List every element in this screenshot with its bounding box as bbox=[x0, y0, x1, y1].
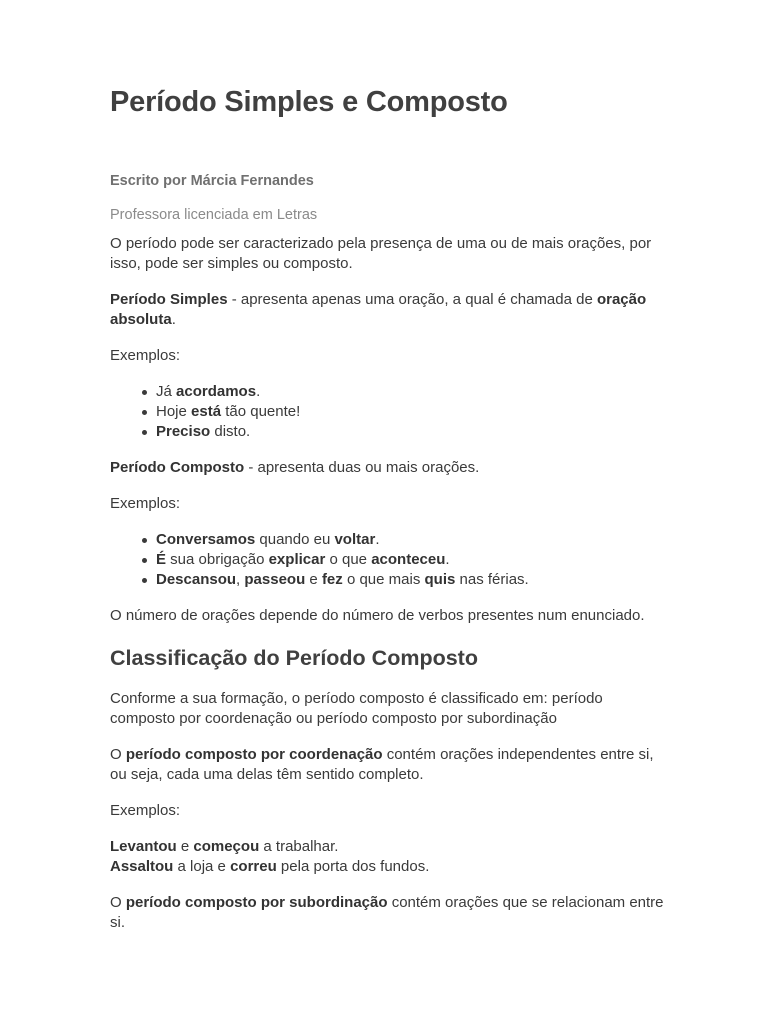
example-list bbox=[110, 382, 670, 442]
text-run: a loja e bbox=[173, 858, 231, 875]
text-run: Conforme a sua formação, o período composto é classificado em: período composto por coordenação ou período composto por subordinação bbox=[110, 690, 603, 727]
text-run: contém orações que se relacionam entre si. bbox=[110, 894, 664, 931]
text-run: e bbox=[176, 838, 194, 855]
text-run: pela porta dos fundos. bbox=[276, 858, 430, 875]
bold-text: Descansou bbox=[156, 571, 237, 588]
bold-text: oração absoluta bbox=[110, 291, 647, 328]
bullet-icon bbox=[142, 390, 147, 395]
text-run: - apresenta apenas uma oração, a qual é chamada de bbox=[227, 291, 597, 308]
list-item bbox=[156, 422, 670, 442]
text-run: a trabalhar. bbox=[259, 838, 339, 855]
paragraph-line bbox=[110, 458, 670, 478]
bold-text: correu bbox=[230, 858, 277, 875]
section-heading: Classificação do Período Composto bbox=[110, 646, 478, 670]
text-run: O bbox=[110, 746, 126, 763]
bold-text: É bbox=[156, 551, 167, 568]
text-run: disto. bbox=[210, 423, 251, 440]
text-run: , bbox=[236, 571, 245, 588]
text-run: . bbox=[171, 311, 176, 328]
bold-text: passeou bbox=[244, 571, 306, 588]
text-run: Exemplos: bbox=[110, 495, 181, 512]
paragraph-line bbox=[110, 346, 670, 366]
text-run: nas férias. bbox=[455, 571, 529, 588]
bullet-icon bbox=[142, 578, 147, 583]
paragraph-line bbox=[110, 606, 670, 626]
bold-text: aconteceu bbox=[371, 551, 446, 568]
text-run: e bbox=[305, 571, 322, 588]
bold-text: período composto por subordinação bbox=[125, 894, 388, 911]
bold-text: está bbox=[191, 403, 222, 420]
text-run: O número de orações depende do número de verbos presentes num enunciado. bbox=[110, 607, 645, 624]
author-byline: Escrito por Márcia Fernandes bbox=[110, 173, 314, 189]
text-run: Exemplos: bbox=[110, 802, 181, 819]
text-run: Já bbox=[156, 383, 177, 400]
text-run: . bbox=[256, 383, 261, 400]
bullet-icon bbox=[142, 430, 147, 435]
list-item bbox=[156, 402, 670, 422]
author-role: Professora licenciada em Letras bbox=[110, 207, 318, 223]
paragraph-line bbox=[110, 857, 670, 877]
list-item bbox=[156, 570, 670, 590]
text-run: contém orações independentes entre si, ou seja, cada uma delas têm sentido completo. bbox=[110, 746, 654, 783]
bullet-icon bbox=[142, 558, 147, 563]
paragraph-line bbox=[110, 837, 670, 857]
list-item bbox=[156, 530, 670, 550]
paragraph bbox=[110, 837, 670, 877]
text-run: Exemplos: bbox=[110, 347, 181, 364]
paragraph bbox=[110, 801, 670, 821]
bold-text: acordamos bbox=[176, 383, 257, 400]
list-item bbox=[156, 550, 670, 570]
paragraph bbox=[110, 290, 670, 330]
text-run: o que bbox=[325, 551, 372, 568]
page-title: Período Simples e Composto bbox=[110, 86, 508, 118]
paragraph bbox=[110, 689, 670, 729]
bold-text: período composto por coordenação bbox=[125, 746, 383, 763]
paragraph-line bbox=[110, 234, 670, 274]
bold-text: explicar bbox=[268, 551, 326, 568]
bold-text: voltar bbox=[334, 531, 376, 548]
example-list bbox=[110, 530, 670, 590]
paragraph-line bbox=[110, 893, 670, 933]
bold-text: Levantou bbox=[110, 838, 177, 855]
bold-text: Preciso bbox=[156, 423, 211, 440]
bold-text: Período Composto bbox=[110, 459, 245, 476]
paragraph bbox=[110, 893, 670, 933]
paragraph bbox=[110, 234, 670, 274]
text-run: sua obrigação bbox=[166, 551, 269, 568]
paragraph bbox=[110, 745, 670, 785]
text-run: - apresenta duas ou mais orações. bbox=[244, 459, 480, 476]
paragraph-line bbox=[110, 494, 670, 514]
bullet-icon bbox=[142, 538, 147, 543]
article-body bbox=[110, 234, 670, 949]
paragraph bbox=[110, 346, 670, 366]
text-run: . bbox=[375, 531, 380, 548]
text-run: quando eu bbox=[255, 531, 335, 548]
paragraph-line bbox=[110, 745, 670, 785]
paragraph bbox=[110, 458, 670, 478]
text-run: O bbox=[110, 894, 126, 911]
text-run: . bbox=[445, 551, 450, 568]
paragraph-line bbox=[110, 801, 670, 821]
list-item bbox=[156, 382, 670, 402]
text-run: O período pode ser caracterizado pela presença de uma ou de mais orações, por isso, pode ser simples ou composto. bbox=[110, 235, 652, 272]
bold-text: Assaltou bbox=[110, 858, 174, 875]
paragraph bbox=[110, 606, 670, 626]
bold-text: Período Simples bbox=[110, 291, 228, 308]
bold-text: Conversamos bbox=[156, 531, 256, 548]
text-run: Hoje bbox=[156, 403, 192, 420]
bold-text: quis bbox=[424, 571, 456, 588]
paragraph-line bbox=[110, 290, 670, 330]
paragraph bbox=[110, 494, 670, 514]
text-run: tão quente! bbox=[221, 403, 301, 420]
paragraph-line bbox=[110, 689, 670, 729]
bold-text: começou bbox=[193, 838, 260, 855]
text-run: o que mais bbox=[342, 571, 425, 588]
bullet-icon bbox=[142, 410, 147, 415]
bold-text: fez bbox=[321, 571, 343, 588]
